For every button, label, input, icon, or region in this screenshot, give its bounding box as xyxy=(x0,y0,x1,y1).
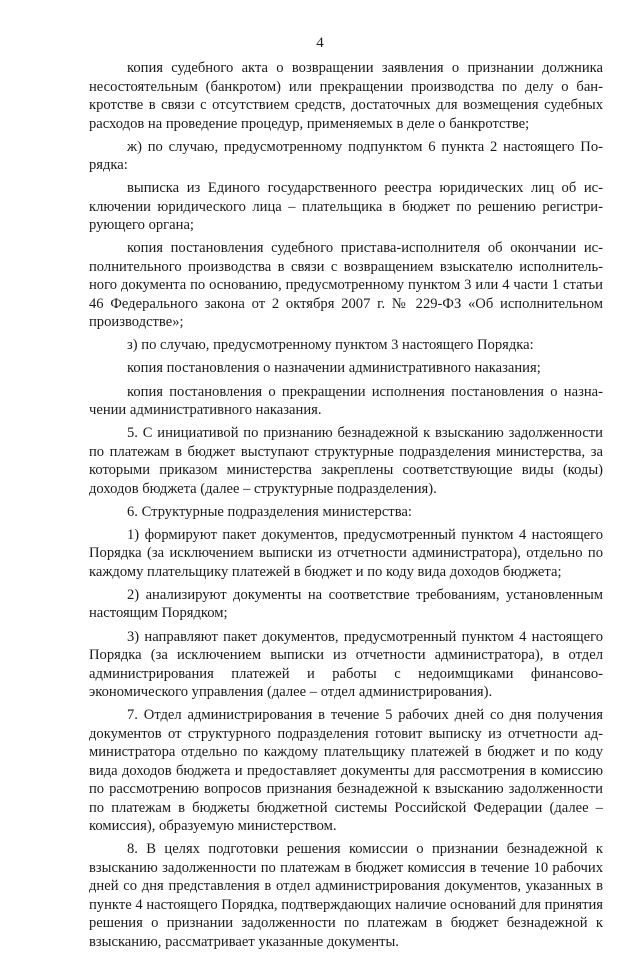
paragraph-item-6-3: 3) направляют пакет документов, предусмотренный пунктом 4 настоящего Порядка (за исключением выписки из отчетности администратора), в отдел администрирования платежей и работы с недоимщиками финансово-экономического управления (далее – отдел администрирования). xyxy=(89,628,603,701)
paragraph-item-6-1: 1) формируют пакет документов, предусмотренный пунктом 4 настоящего Порядка (за исключением выписки из отчетности администратора), отдельно по каждому плательщику платежей в бюджет и по коду вида доходов бюджета; xyxy=(89,526,603,580)
paragraph-item-8: 8. В целях подготовки решения комиссии о признании безнадежной к взысканию задолженности по платежам в бюджет комиссия в течение 10 рабочих дней со дня представления в отдел администрирования документов, указанных в пункте 4 настоящего Порядка, подтверждающих наличие оснований для принятия решения о признании задолженности по платежам в бюджет безнадежной к взысканию, рассматривает указанные документы. xyxy=(89,841,603,950)
paragraph-item-6-2: 2) анализируют документы на соответствие требованиям, установленным настоящим Порядком; xyxy=(89,586,603,622)
paragraph-penalty-resolution: копия постановления о назначении административного наказания; xyxy=(127,360,541,377)
paragraph-case-z: з) по случаю, предусмотренному пунктом 3 настоящего Порядка: xyxy=(127,337,534,354)
paragraph-item-7: 7. Отдел администрирования в течение 5 рабочих дней со дня получения документов от структурного подразделения готовит выписку из отчетности администратора отдельно по каждому плательщику платежей в бюджет и по коду вида доходов бюджета и предоставляет документы для рассмотрения в комиссию по рассмотрению вопросов признания безнадежной к взысканию задолженности по платежам в бюджеты бюджетной системы Российской Федерации (далее – комиссия), образуемую министерством. xyxy=(89,707,603,835)
page-number: 4 xyxy=(316,35,324,51)
paragraph-court-act-copy: копия судебного акта о возвращении заявления о признании должника несостоятельным (банкротом) или прекращении производства по делу о банкротстве в связи с отсутствием средств, достаточных для возмещения судебных расходов на проведение процедур, применяемых в деле о банкротстве; xyxy=(89,60,603,132)
paragraph-case-zh: ж) по случаю, предусмотренному подпунктом 6 пункта 2 настоящего Порядка: xyxy=(89,138,603,174)
paragraph-penalty-termination: копия постановления о прекращении исполнения постановления о назначении административного наказания. xyxy=(89,383,603,419)
paragraph-item-6: 6. Структурные подразделения министерства: xyxy=(127,503,412,520)
paragraph-bailiff-resolution: копия постановления судебного пристава-исполнителя об окончании исполнительного производства в связи с возвращением взыскателю исполнительного документа по основанию, предусмотренному пунктом 3 или 4 части 1 статьи 46 Федерального закона от 2 октября 2007 г. № 229-ФЗ «Об исполнительном производстве»; xyxy=(89,240,603,331)
paragraph-item-5: 5. С инициативой по признанию безнадежной к взысканию задолженности по платежам в бюджет выступают структурные подразделения министерства, за которыми приказом министерства закреплены соответствующие виды (коды) доходов бюджета (далее – структурные подразделения). xyxy=(89,425,603,497)
paragraph-egrul-extract: выписка из Единого государственного реестра юридических лиц об исключении юридического лица – плательщика в бюджет по решению регистрирующего органа; xyxy=(89,180,603,234)
document-body xyxy=(89,59,603,956)
